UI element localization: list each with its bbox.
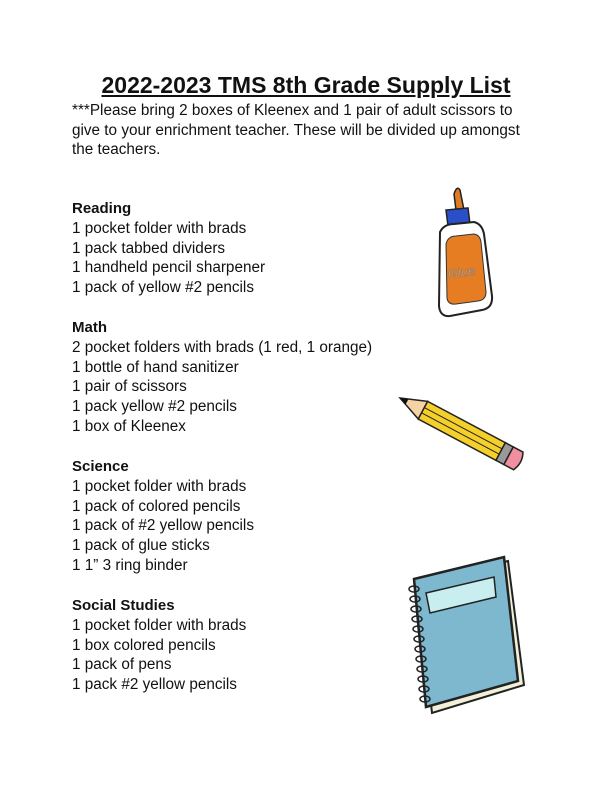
list-item: 1 pocket folder with brads (72, 616, 247, 634)
list-item: 1 pack of #2 yellow pencils (72, 517, 254, 535)
glue-label: Glue (447, 262, 477, 282)
section-heading: Math (72, 319, 107, 336)
section-reading (72, 199, 265, 298)
list-item: 1 pack #2 yellow pencils (72, 676, 237, 694)
page-title: 2022-2023 TMS 8th Grade Supply List (101, 72, 511, 98)
list-item: 1 pocket folder with brads (72, 477, 247, 495)
list-item: 1 pack of glue sticks (72, 537, 210, 555)
list-item: 1 pocket folder with brads (72, 219, 247, 237)
list-item: 1 box of Kleenex (72, 417, 186, 435)
pencil-icon (396, 390, 536, 476)
section-social-studies (72, 596, 246, 695)
section-heading: Social Studies (72, 597, 175, 614)
list-item: 1 pack of pens (72, 656, 172, 674)
list-item: 1 pack tabbed dividers (72, 239, 226, 257)
list-item: 1 1” 3 ring binder (72, 556, 188, 574)
list-item: 2 pocket folders with brads (1 red, 1 orange) (72, 338, 373, 356)
glue-bottle-icon (430, 184, 500, 320)
section-math (72, 318, 372, 437)
intro-note: ***Please bring 2 boxes of Kleenex and 1 pair of adult scissors to give to your enrichment teacher. These will be divided up amongst the teachers. (72, 102, 520, 159)
list-item: 1 handheld pencil sharpener (72, 259, 266, 277)
section-heading: Reading (72, 200, 132, 217)
list-item: 1 pack of yellow #2 pencils (72, 279, 254, 297)
list-item: 1 pack of colored pencils (72, 497, 241, 515)
list-item: 1 bottle of hand sanitizer (72, 358, 239, 376)
section-heading: Science (72, 458, 129, 475)
list-item: 1 pair of scissors (72, 378, 187, 396)
section-science (72, 457, 254, 576)
list-item: 1 pack yellow #2 pencils (72, 398, 237, 416)
notebook-icon (404, 555, 528, 720)
list-item: 1 box colored pencils (72, 636, 216, 654)
